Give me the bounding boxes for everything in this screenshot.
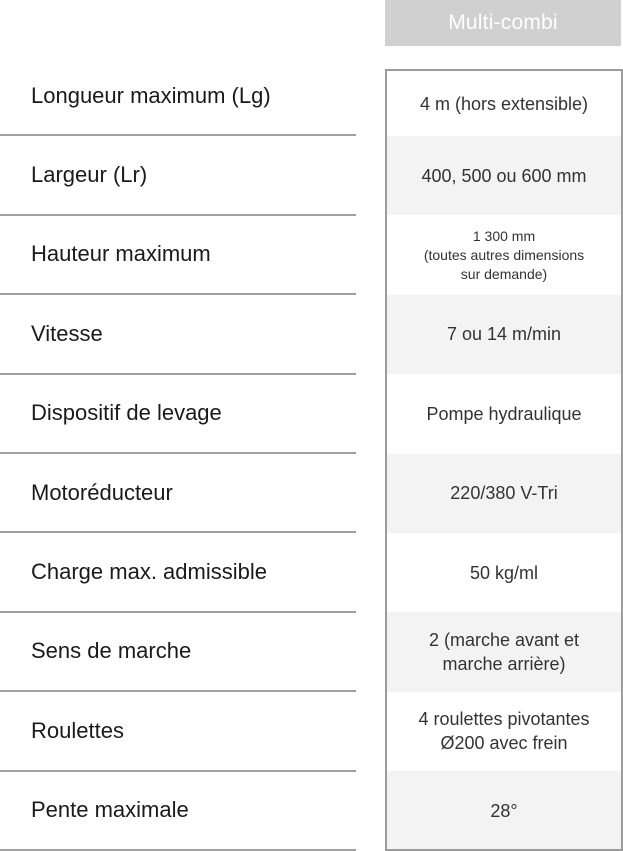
- spec-label-roulettes: Roulettes: [0, 692, 356, 771]
- value-line: 50 kg/ml: [469, 562, 539, 583]
- spec-value-motoreducteur: [387, 454, 621, 533]
- value-line: marche arrière): [442, 654, 566, 675]
- spec-label-charge: Charge max. admissible: [0, 533, 356, 612]
- value-line: 7 ou 14 m/min: [446, 324, 562, 345]
- value-line: 4 roulettes pivotantes: [418, 709, 590, 730]
- spec-value-sens-marche: [387, 612, 621, 691]
- spec-value-hauteur: [387, 215, 621, 294]
- spec-value-charge: [387, 533, 621, 612]
- spec-label-largeur: Largeur (Lr): [0, 136, 356, 215]
- spec-label-pente: Pente maximale: [0, 772, 356, 851]
- spec-value-longueur: [387, 71, 621, 136]
- value-line: Pompe hydraulique: [426, 403, 582, 424]
- spec-label-vitesse: Vitesse: [0, 295, 356, 374]
- spec-label-levage: Dispositif de levage: [0, 375, 356, 454]
- spec-label-longueur: Longueur maximum (Lg): [0, 57, 356, 136]
- spec-value-levage: [387, 374, 621, 453]
- spec-value-pente: [387, 771, 621, 850]
- value-line: sur demande): [460, 265, 548, 282]
- value-line: (toutes autres dimensions: [423, 246, 585, 263]
- value-line: 400, 500 ou 600 mm: [421, 165, 587, 186]
- spec-labels-column: [0, 57, 356, 851]
- column-header-multi-combi: Multi-combi: [385, 0, 621, 46]
- value-line: 2 (marche avant et: [428, 630, 580, 651]
- spec-label-motoreducteur: Motoréducteur: [0, 454, 356, 533]
- value-line: 4 m (hors extensible): [419, 93, 589, 114]
- spec-values-column: [385, 69, 623, 851]
- spec-value-vitesse: [387, 295, 621, 374]
- value-line: 1 300 mm: [472, 227, 536, 244]
- value-line: 28°: [490, 800, 518, 821]
- spec-label-sens-marche: Sens de marche: [0, 613, 356, 692]
- spec-value-roulettes: [387, 692, 621, 771]
- value-line: 220/380 V-Tri: [450, 483, 558, 504]
- spec-value-largeur: [387, 136, 621, 215]
- spec-label-hauteur: Hauteur maximum: [0, 216, 356, 295]
- value-line: Ø200 avec frein: [440, 733, 568, 754]
